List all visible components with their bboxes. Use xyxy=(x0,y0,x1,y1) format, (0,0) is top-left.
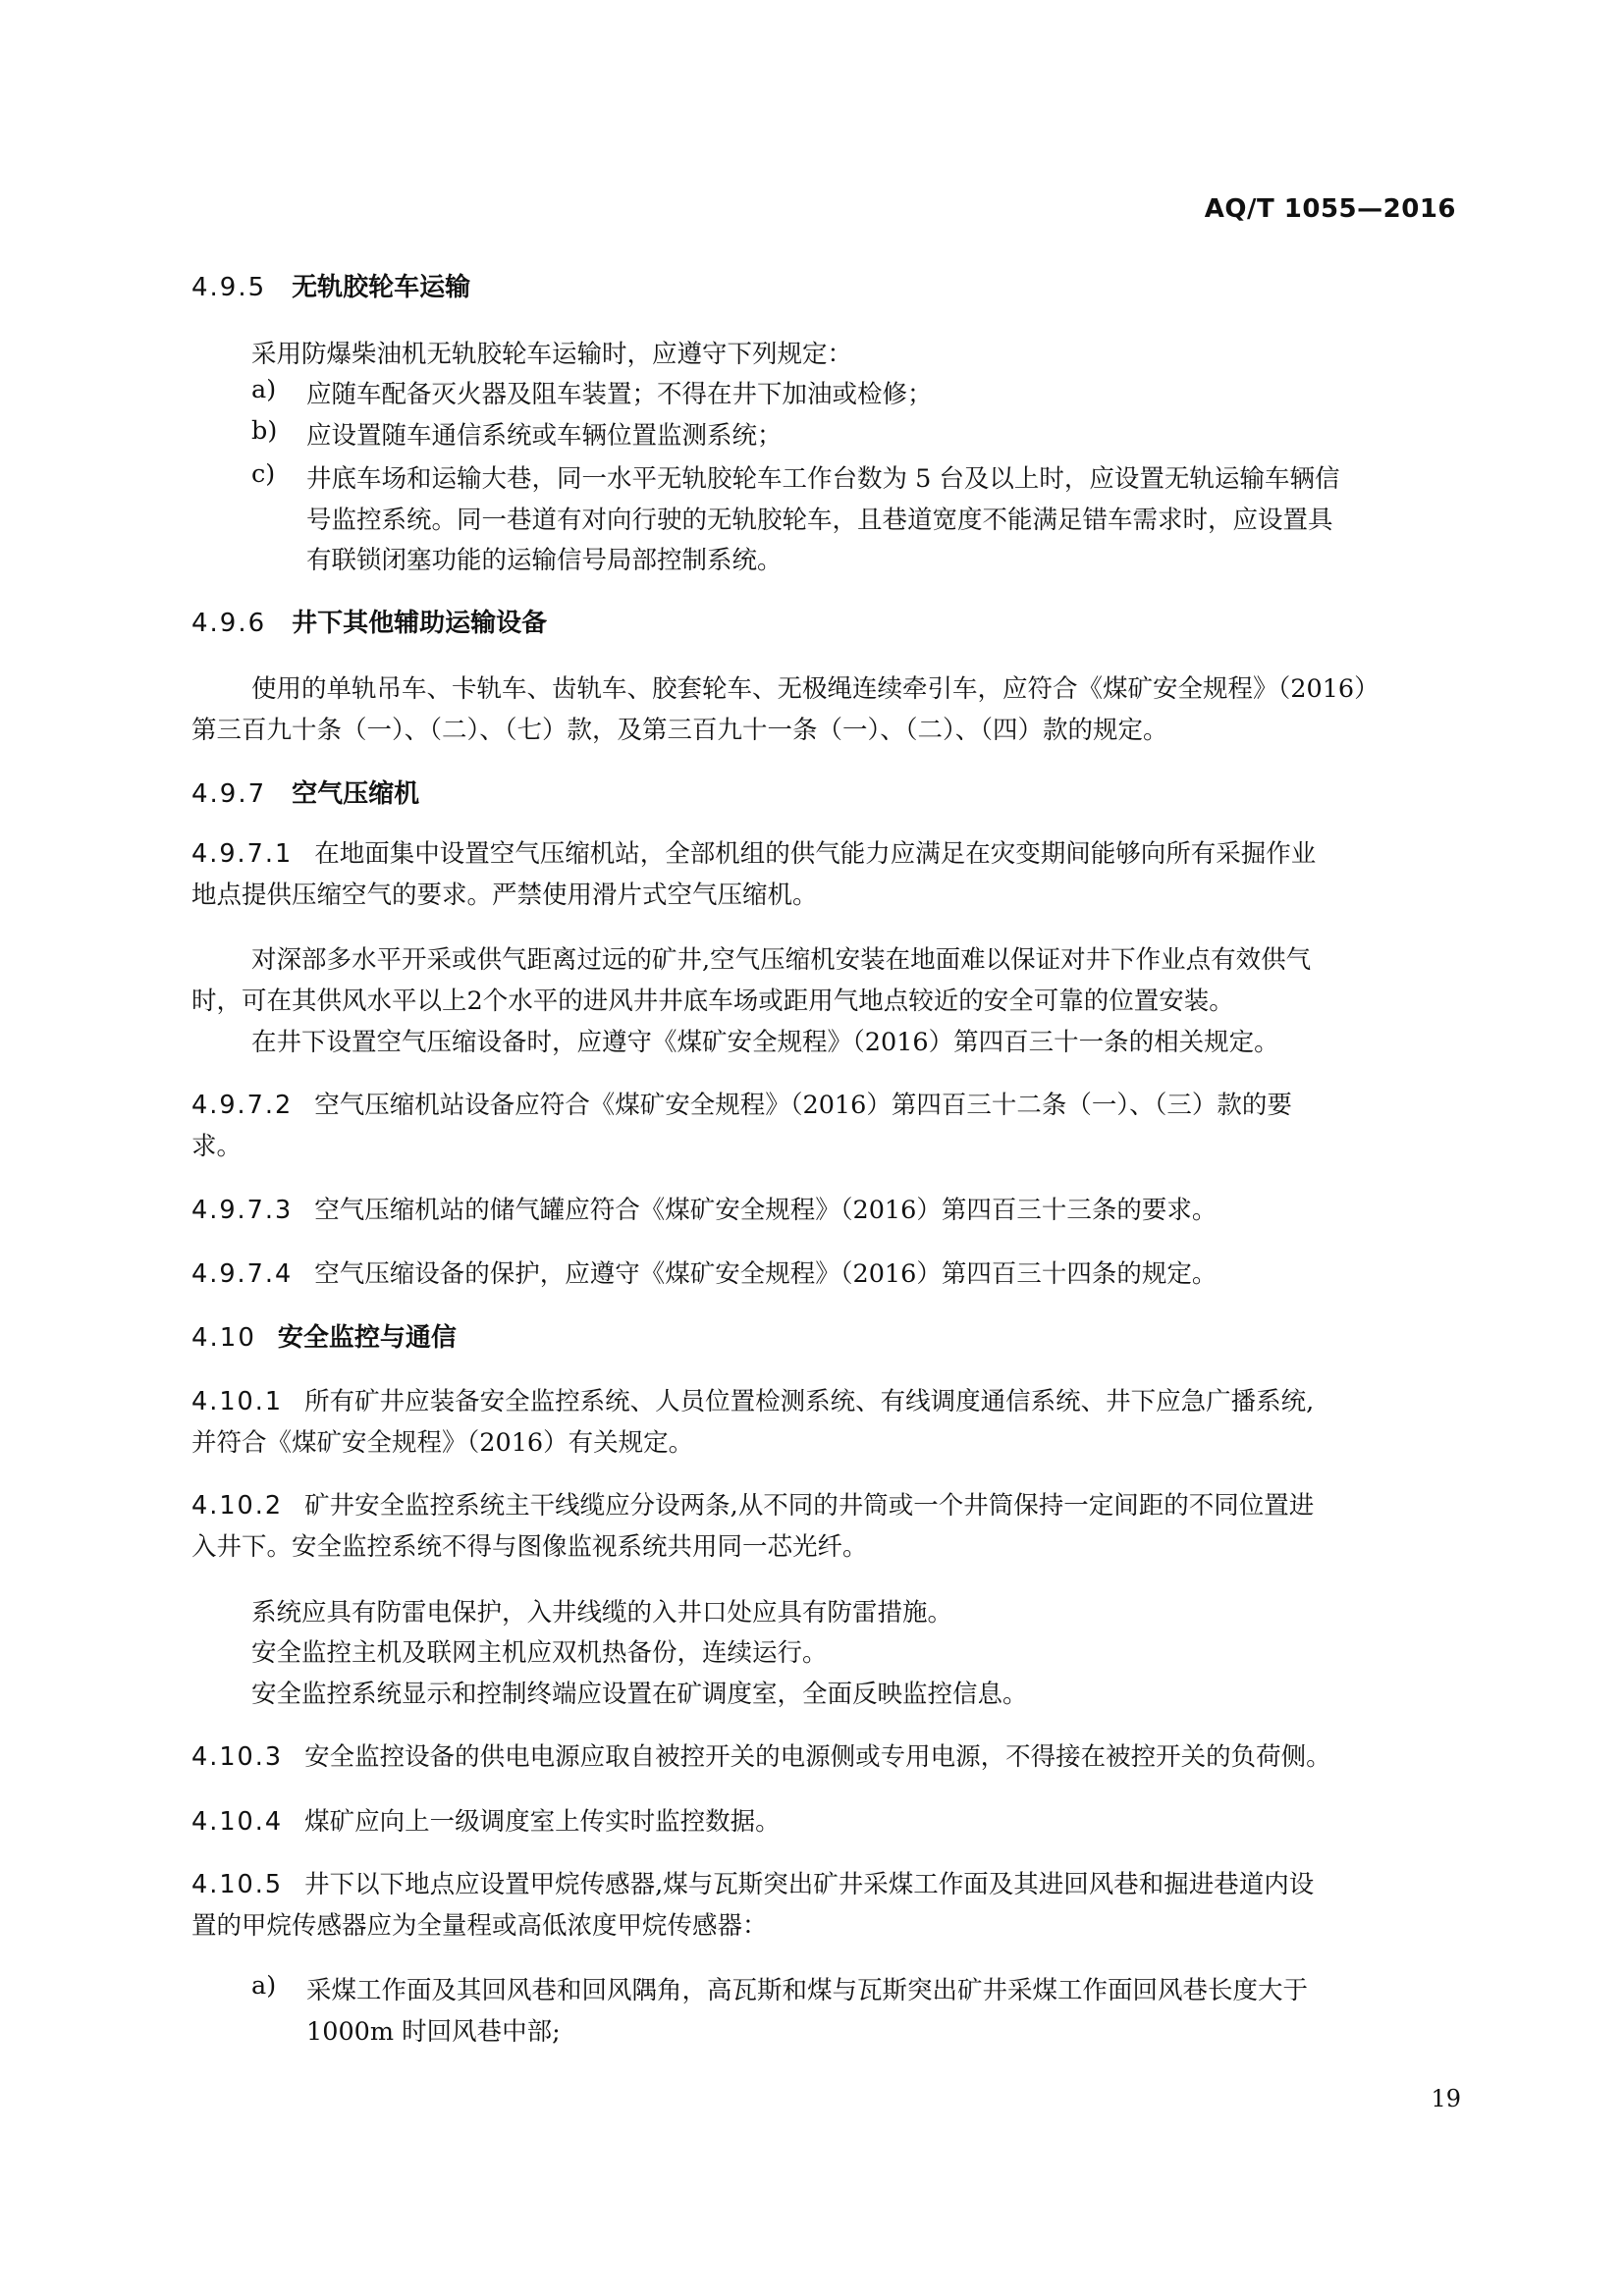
clause-text: 空气压缩机站设备应符合《煤矿安全规程》（2016）第四百三十二条（一）、（三）款的要 xyxy=(314,1091,1292,1120)
section-heading-4-9-7 xyxy=(191,774,419,810)
paragraph-line: 系统应具有防雷电保护，入井线缆的入井口处应具有防雷措施。 xyxy=(251,1598,953,1628)
paragraph-line: 入井下。安全监控系统不得与图像监视系统共用同一芯光纤。 xyxy=(191,1532,868,1562)
list-marker: b) xyxy=(251,416,278,446)
paragraph-line: 安全监控主机及联网主机应双机热备份，连续运行。 xyxy=(251,1638,828,1668)
clause-number: 4.10.1 xyxy=(191,1387,284,1416)
clause-4-10-2 xyxy=(191,1486,1314,1522)
clause-4-10-3 xyxy=(191,1737,1331,1773)
paragraph-line: 并符合《煤矿安全规程》（2016）有关规定。 xyxy=(191,1428,694,1458)
clause-4-9-7-1 xyxy=(191,834,1316,870)
section-title: 空气压缩机 xyxy=(292,779,420,809)
paragraph-line: 采用防爆柴油机无轨胶轮车运输时，应遵守下列规定： xyxy=(251,340,853,369)
list-item-text: 号监控系统。同一巷道有对向行驶的无轨胶轮车，且巷道宽度不能满足错车需求时，应设置具 xyxy=(306,506,1333,535)
list-item-text: 有联锁闭塞功能的运输信号局部控制系统。 xyxy=(306,546,783,575)
clause-number: 4.10.3 xyxy=(191,1742,284,1772)
section-heading-4-9-5 xyxy=(191,267,470,303)
section-number: 4.9.6 xyxy=(191,609,267,638)
section-heading-4-9-6 xyxy=(191,603,547,639)
paragraph-line: 置的甲烷传感器应为全量程或高低浓度甲烷传感器： xyxy=(191,1911,768,1941)
paragraph-line: 在井下设置空气压缩设备时，应遵守《煤矿安全规程》（2016）第四百三十一条的相关规定。 xyxy=(251,1028,1279,1057)
clause-4-9-7-3 xyxy=(191,1191,1217,1226)
clause-4-9-7-2 xyxy=(191,1086,1292,1121)
paragraph-line: 时，可在其供风水平以上2个水平的进风井井底车场或距用气地点较近的安全可靠的位置安装。 xyxy=(191,987,1234,1016)
list-marker: c) xyxy=(251,459,276,489)
clause-text: 井下以下地点应设置甲烷传感器,煤与瓦斯突出矿井采煤工作面及其进回风巷和掘进巷道内设 xyxy=(304,1870,1315,1899)
section-number: 4.9.5 xyxy=(191,273,267,302)
clause-4-10-5 xyxy=(191,1865,1314,1900)
list-marker: a) xyxy=(251,1971,277,2001)
list-item-text: 应随车配备灭火器及阻车装置；不得在井下加油或检修； xyxy=(306,380,933,409)
paragraph-line: 安全监控系统显示和控制终端应设置在矿调度室，全面反映监控信息。 xyxy=(251,1680,1028,1709)
clause-4-9-7-4 xyxy=(191,1255,1217,1290)
list-marker: a) xyxy=(251,375,277,404)
section-title: 安全监控与通信 xyxy=(277,1323,457,1353)
section-number: 4.10 xyxy=(191,1323,256,1353)
paragraph-line: 第三百九十条（一）、（二）、（七）款，及第三百九十一条（一）、（二）、（四）款的规定。 xyxy=(191,716,1168,745)
paragraph-line: 求。 xyxy=(191,1132,243,1161)
list-item-text: 井底车场和运输大巷，同一水平无轨胶轮车工作台数为 5 台及以上时，应设置无轨运输车辆信 xyxy=(306,464,1340,494)
clause-number: 4.9.7.3 xyxy=(191,1196,294,1225)
clause-number: 4.9.7.2 xyxy=(191,1091,294,1120)
list-item-text: 1000m 时回风巷中部; xyxy=(306,2017,561,2047)
clause-number: 4.9.7.1 xyxy=(191,839,294,869)
clause-text: 安全监控设备的供电电源应取自被控开关的电源侧或专用电源，不得接在被控开关的负荷侧。 xyxy=(304,1742,1331,1772)
page-number: 19 xyxy=(1431,2085,1461,2112)
list-item-text: 应设置随车通信系统或车辆位置监测系统； xyxy=(306,421,783,451)
section-title: 井下其他辅助运输设备 xyxy=(292,609,548,638)
clause-number: 4.9.7.4 xyxy=(191,1259,294,1289)
section-heading-4-10 xyxy=(191,1317,457,1354)
clause-4-10-1 xyxy=(191,1382,1314,1417)
section-number: 4.9.7 xyxy=(191,779,267,809)
clause-text: 空气压缩设备的保护，应遵守《煤矿安全规程》（2016）第四百三十四条的规定。 xyxy=(314,1259,1218,1289)
clause-text: 煤矿应向上一级调度室上传实时监控数据。 xyxy=(304,1807,781,1837)
document-id-header: AQ/T 1055—2016 xyxy=(1204,194,1456,224)
clause-4-10-4 xyxy=(191,1802,781,1838)
list-item-text: 采煤工作面及其回风巷和回风隅角，高瓦斯和煤与瓦斯突出矿井采煤工作面回风巷长度大于 xyxy=(306,1976,1309,2005)
section-title: 无轨胶轮车运输 xyxy=(292,273,471,302)
clause-number: 4.10.4 xyxy=(191,1807,284,1837)
clause-number: 4.10.5 xyxy=(191,1870,284,1899)
clause-text: 空气压缩机站的储气罐应符合《煤矿安全规程》（2016）第四百三十三条的要求。 xyxy=(314,1196,1218,1225)
clause-text: 在地面集中设置空气压缩机站，全部机组的供气能力应满足在灾变期间能够向所有采掘作业 xyxy=(314,839,1317,869)
paragraph-line: 地点提供压缩空气的要求。严禁使用滑片式空气压缩机。 xyxy=(191,881,818,910)
clause-text: 所有矿井应装备安全监控系统、人员位置检测系统、有线调度通信系统、井下应急广播系统, xyxy=(304,1387,1315,1416)
clause-number: 4.10.2 xyxy=(191,1491,284,1521)
clause-text: 矿井安全监控系统主干线缆应分设两条,从不同的井筒或一个井筒保持一定间距的不同位置进 xyxy=(304,1491,1315,1521)
paragraph-line: 使用的单轨吊车、卡轨车、齿轨车、胶套轮车、无极绳连续牵引车，应符合《煤矿安全规程》（2016） xyxy=(251,674,1380,704)
paragraph-line: 对深部多水平开采或供气距离过远的矿井,空气压缩机安装在地面难以保证对井下作业点有效供气 xyxy=(251,945,1312,975)
